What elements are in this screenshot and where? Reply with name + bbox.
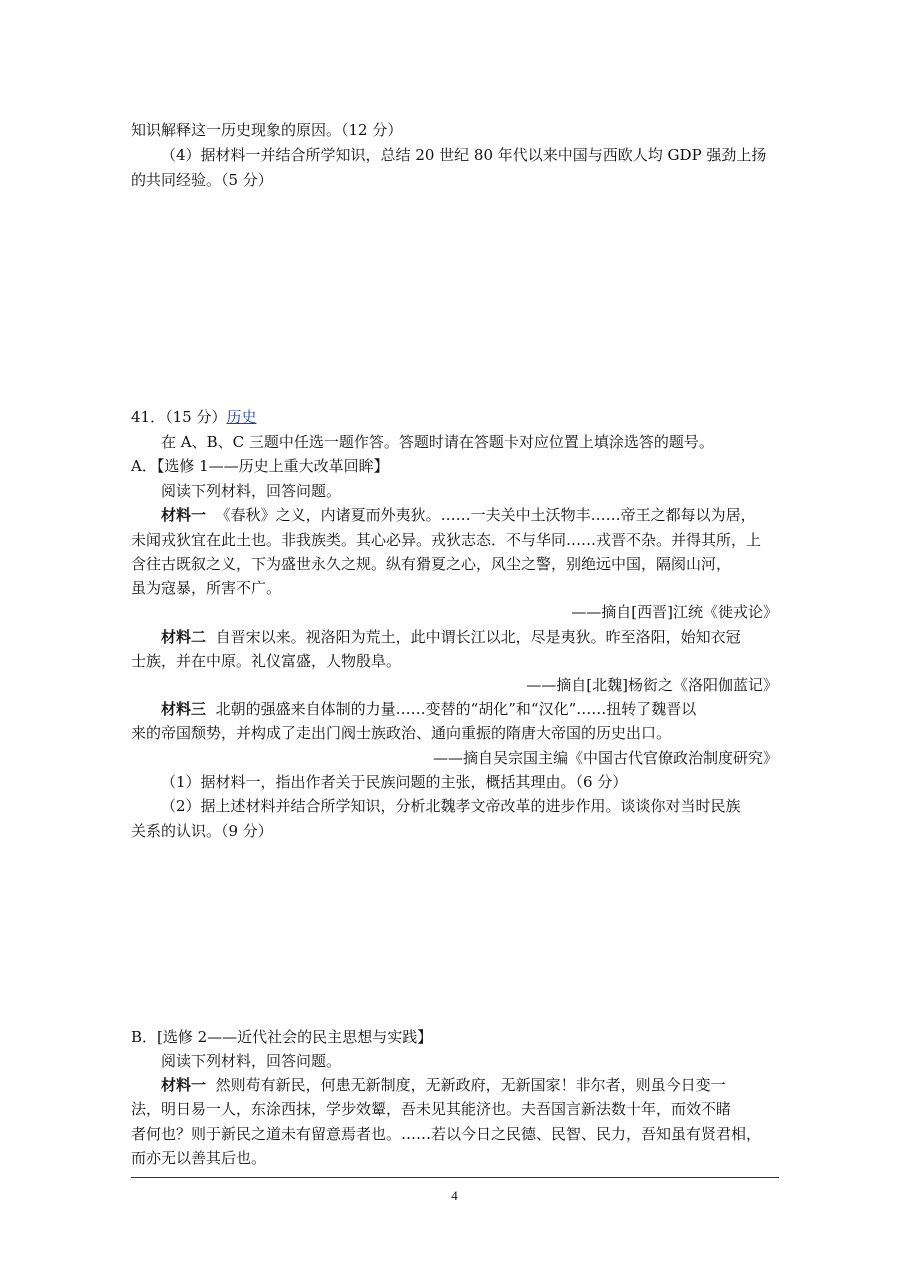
section-b-read: 阅读下列材料，回答问题。: [161, 1052, 342, 1070]
a-question-1: （1）据材料一，指出作者关于民族问题的主张，概括其理由。（6 分）: [161, 773, 628, 791]
section-b-heading: B．[选修 2——近代社会的民主思想与实践】: [131, 1028, 433, 1046]
history-link[interactable]: 历史: [226, 408, 257, 426]
a-question-2: 关系的认识。（9 分）: [131, 822, 273, 840]
a-material-1-line: 虽为寇暴，所害不广。: [131, 579, 282, 597]
a-material-1-line: [161, 505, 756, 525]
b-material-1-line: 者何也？则于新民之道未有留意焉者也。……若以今日之民德、民智、民力，吾知虽有贤君相，: [131, 1125, 762, 1143]
a-material-1-source: ——摘自[西晋]江统《徙戎论》: [571, 603, 778, 621]
material-label: 材料二: [161, 628, 207, 646]
b-material-1-line: [161, 1075, 726, 1095]
question-41-heading: [131, 407, 256, 427]
material-label: 材料一: [161, 506, 207, 524]
text-line: 的共同经验。（5 分）: [131, 171, 273, 189]
material-text: 北朝的强盛来自体制的力量……变替的“胡化”和“汉化”……扭转了魏晋以: [215, 700, 697, 718]
text-line: 知识解释这一历史现象的原因。（12 分）: [131, 121, 403, 139]
question-41-prefix: 41．（15 分）: [131, 408, 227, 426]
material-label: 材料一: [161, 1076, 207, 1094]
a-material-1-line: 未闻戎狄宜在此土也。非我族类。其心必异。戎狄志态．不与华同……戎晋不杂。并得其所，上: [131, 531, 762, 549]
a-material-2-source: ——摘自[北魏]杨衒之《洛阳伽蓝记》: [526, 676, 778, 694]
a-material-3-line: 来的帝国颓势，并构成了走出门阀士族政治、通向重振的隋唐大帝国的历史出口。: [131, 724, 672, 742]
section-a-heading: A．【选修 1——历史上重大改革回眸】: [131, 457, 389, 475]
a-material-2-line: [161, 627, 741, 647]
section-a-read: 阅读下列材料，回答问题。: [161, 482, 342, 500]
a-material-3-source: ——摘自吴宗国主编《中国古代官僚政治制度研究》: [432, 749, 778, 767]
a-material-2-line: 士族，并在中原。礼仪富盛，人物殷阜。: [131, 652, 402, 670]
material-text: 《春秋》之义，内诸夏而外夷狄。……一夫关中土沃物丰……帝王之都每以为居，: [215, 506, 756, 524]
material-text: 然则苟有新民，何患无新制度，无新政府，无新国家！非尔者，则虽今日变一: [215, 1076, 726, 1094]
material-label: 材料三: [161, 700, 207, 718]
b-material-1-line: 而亦无以善其后也。: [131, 1149, 267, 1167]
material-text: 自晋宋以来。视洛阳为荒土，此中谓长江以北，尽是夷狄。昨至洛阳，始知衣冠: [215, 628, 741, 646]
b-material-1-line: 法，明日易一人，东涂西抹，学步效颦，吾未见其能济也。夫吾国言新法数十年，而效不睹: [131, 1100, 732, 1118]
a-material-3-line: [161, 699, 696, 719]
instruction: 在 A、B、C 三题中任选一题作答。答题时请在答题卡对应位置上填涂选答的题号。: [161, 433, 714, 451]
footer-rule: [131, 1177, 779, 1178]
a-material-1-line: 含往古既叙之义，下为盛世永久之规。纵有猾夏之心，风尘之警，别绝远中国，隔阂山河，: [131, 555, 732, 573]
page-number: 4: [451, 1188, 458, 1203]
a-question-2: （2）据上述材料并结合所学知识，分析北魏孝文帝改革的进步作用。谈谈你对当时民族: [161, 797, 741, 815]
question-4: （4）据材料一并结合所学知识，总结 20 世纪 80 年代以来中国与西欧人均 GDP 强劲上扬: [161, 146, 767, 164]
